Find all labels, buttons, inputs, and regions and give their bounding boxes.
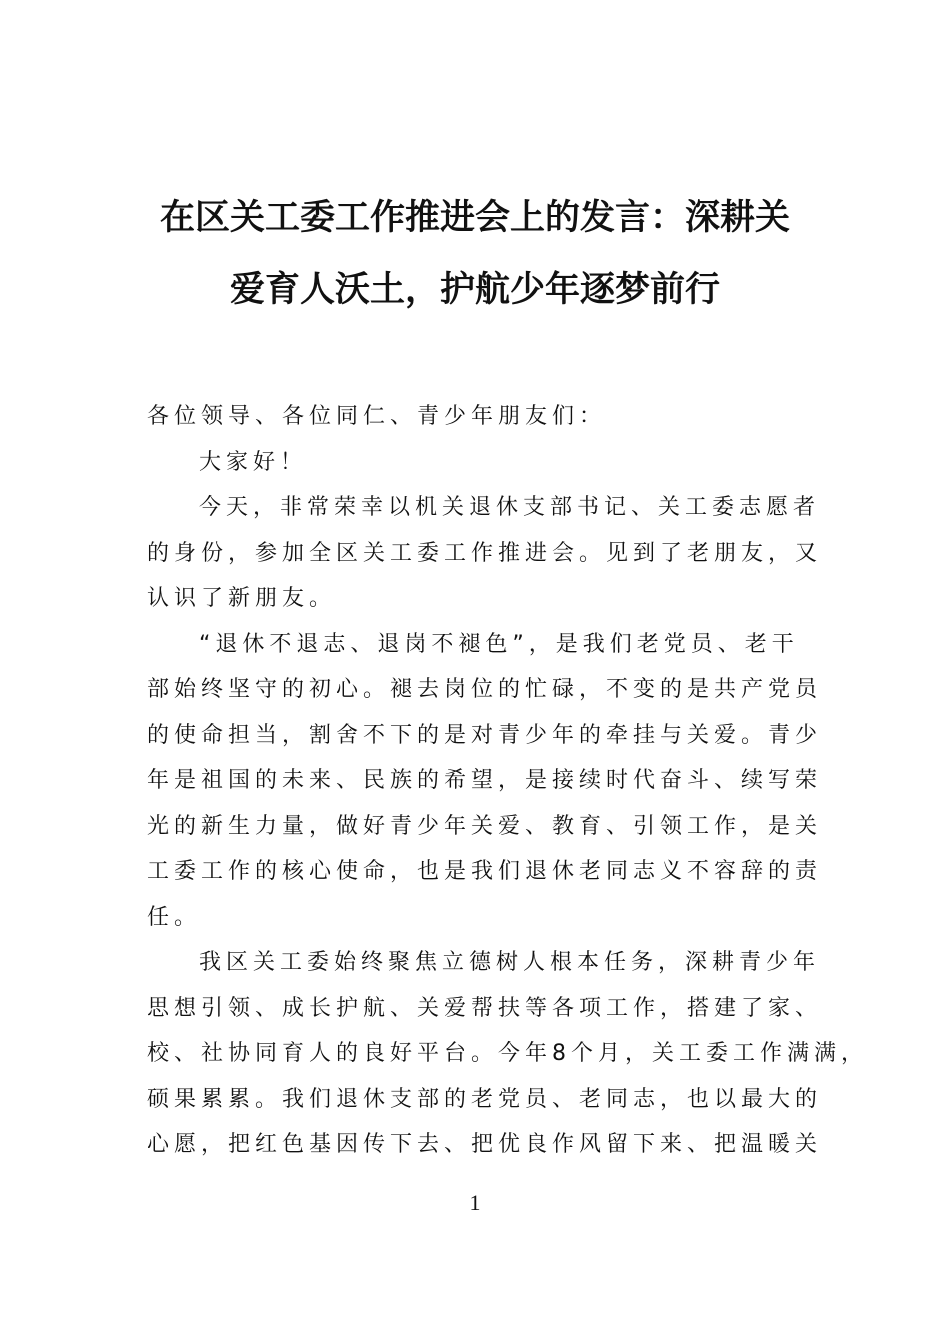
body-line: 工委工作的核心使命，也是我们退休老同志义不容辞的责: [147, 859, 823, 884]
body-line: 的使命担当，割舍不下的是对青少年的牵挂与关爱。青少: [147, 722, 823, 748]
salutation: 各位领导、各位同仁、青少年朋友们：: [147, 404, 607, 429]
body-line: 部始终坚守的初心。褪去岗位的忙碌，不变的是共产党员: [147, 677, 823, 702]
body-line: 我区关工委始终聚焦立德树人根本任务，深耕青少年: [199, 950, 821, 975]
body-line: 思想引领、成长护航、关爱帮扶等各项工作，搭建了家、: [147, 995, 823, 1021]
body-line: 任。: [147, 904, 202, 930]
body-line: 光的新生力量，做好青少年关爱、教育、引领工作，是关: [147, 813, 823, 839]
body-line: 校、社协同育人的良好平台。今年8个月，关工委工作满满，: [147, 1041, 868, 1066]
greeting: 大家好！: [199, 449, 308, 475]
body-line: 心愿，把红色基因传下去、把优良作风留下来、把温暖关: [147, 1132, 823, 1157]
body-line: 硕果累累。我们退休支部的老党员、老同志，也以最大的: [147, 1086, 823, 1112]
body-line: 认识了新朋友。: [147, 586, 337, 611]
body-line: 年是祖国的未来、民族的希望，是接续时代奋斗、续写荣: [147, 768, 823, 793]
body-line: 今天，非常荣幸以机关退休支部书记、关工委志愿者: [199, 495, 821, 520]
document-body: [147, 394, 868, 1168]
document-title-line-1: 在区关工委工作推进会上的发言：深耕关: [159, 197, 790, 238]
document-title-line-2: 爱育人沃土，护航少年逐梦前行: [229, 269, 720, 310]
body-line: “退休不退志、退岗不褪色”，是我们老党员、老干: [199, 631, 799, 657]
body-line: 的身份，参加全区关工委工作推进会。见到了老朋友，又: [147, 540, 823, 566]
page-number: 1: [469, 1190, 481, 1215]
